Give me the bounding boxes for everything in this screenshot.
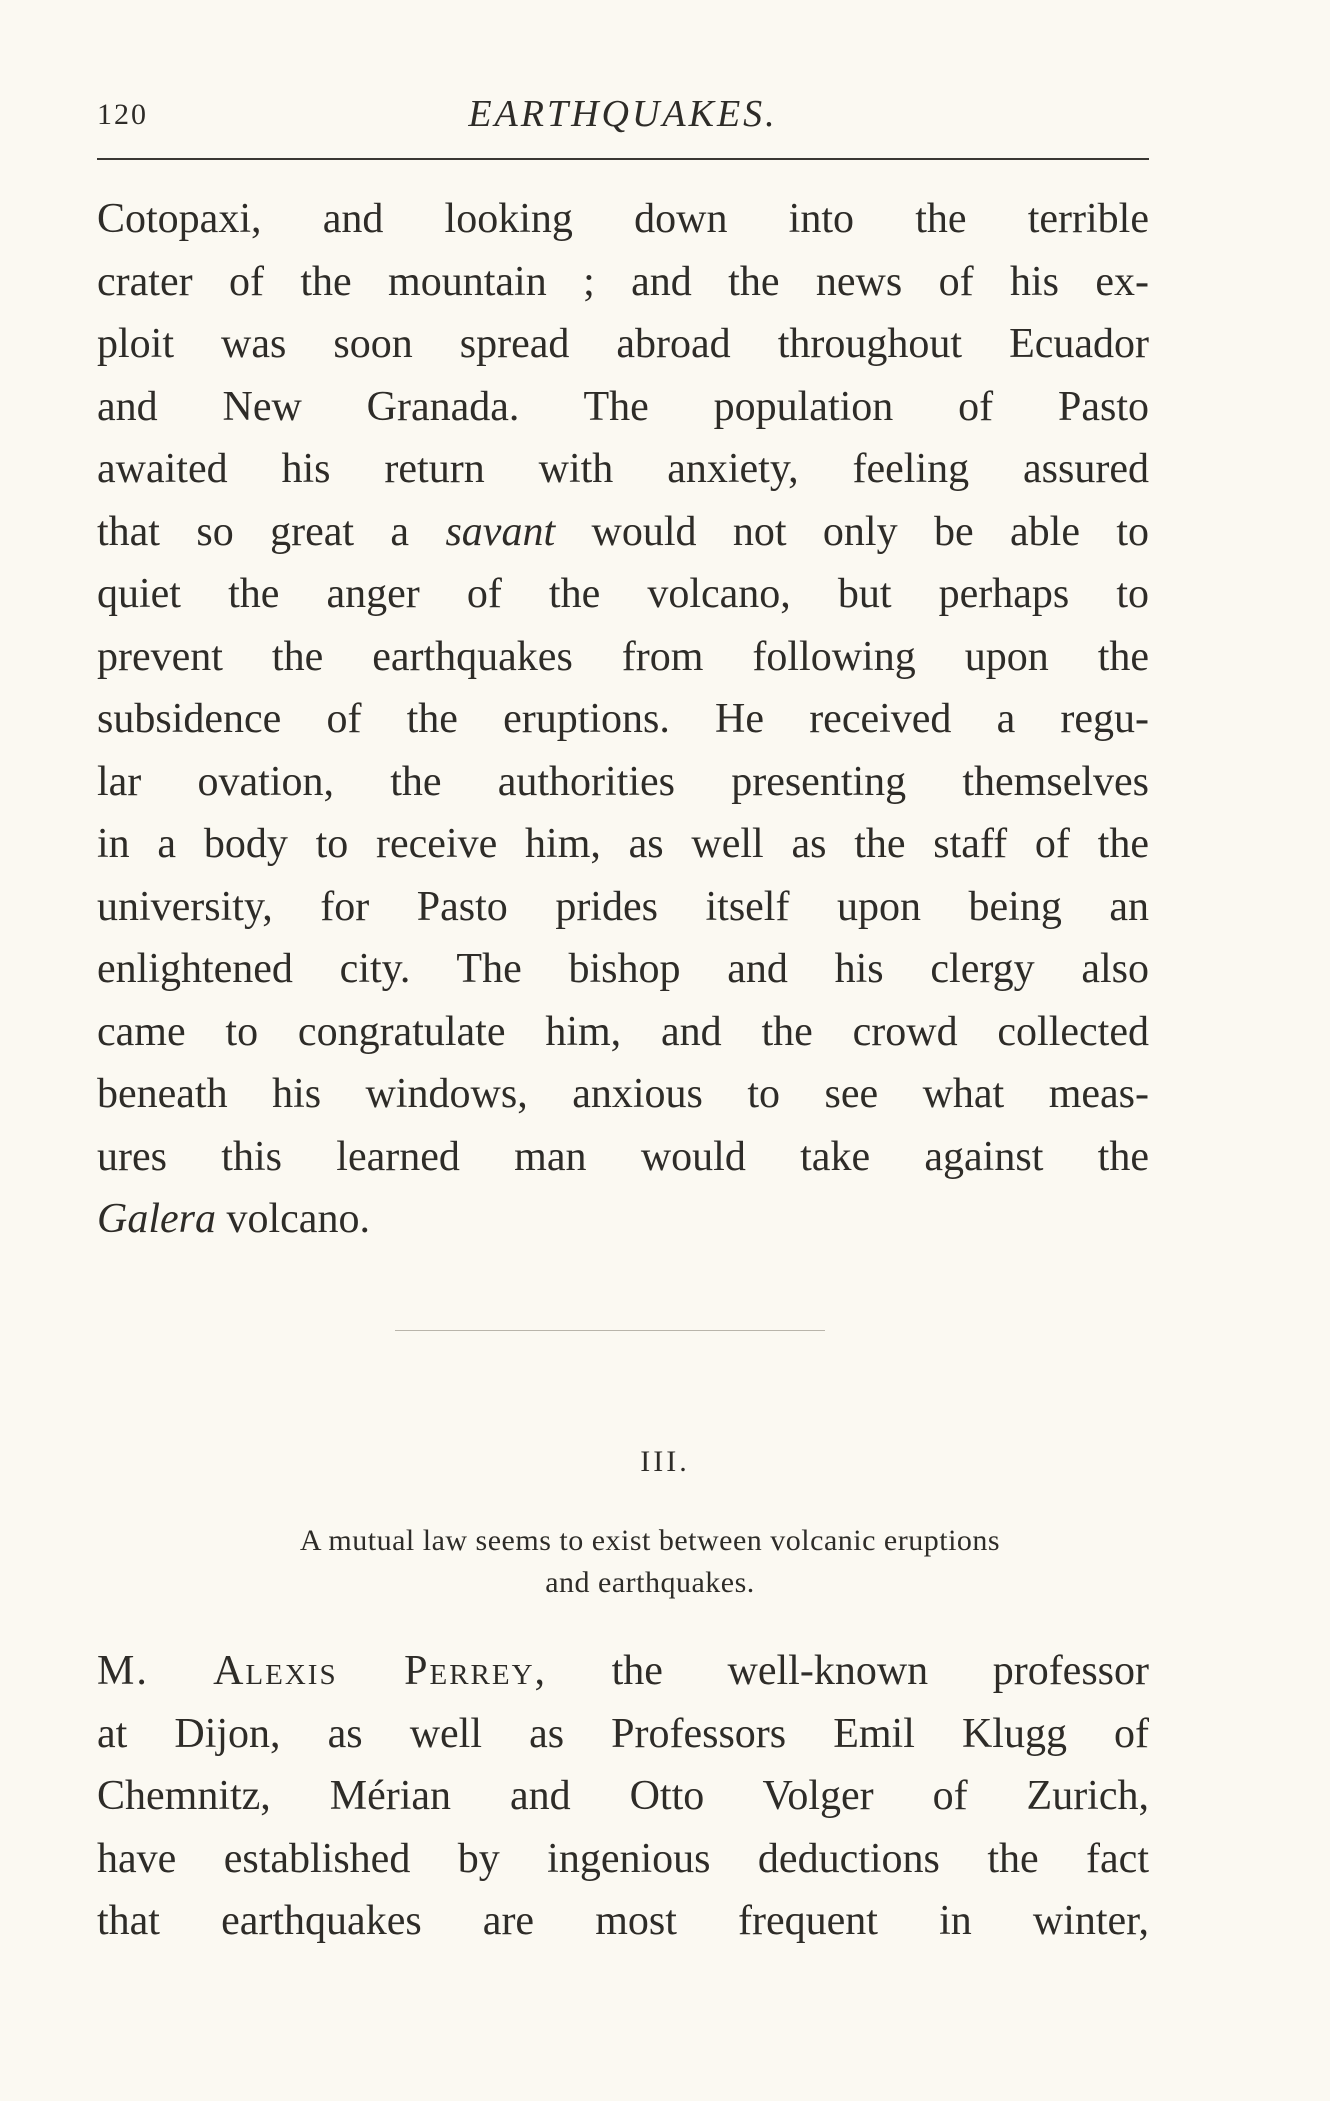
section-summary <box>150 1520 1150 1604</box>
summary-line: and earthquakes. <box>545 1566 755 1599</box>
text-fragment: the well-known professor <box>611 1648 1150 1694</box>
text-line: lar ovation, the authorities presenting themselves <box>97 758 1149 805</box>
text-fragment: would not only be able to <box>591 508 1150 555</box>
text-line: that earthquakes are most frequent in winter, <box>97 1898 1149 1944</box>
text-line: beneath his windows, anxious to see what meas- <box>97 1071 1149 1117</box>
text-line: came to congratulate him, and the crowd collected <box>97 1008 1149 1055</box>
author-name: M. Alexis Perrey, <box>97 1648 548 1694</box>
text-line: Cotopaxi, and looking down into the terrible <box>97 196 1149 242</box>
summary-line: A mutual law seems to exist between volcanic eruptions <box>299 1524 1001 1557</box>
text-line: prevent the earthquakes from following upon the <box>97 633 1149 680</box>
running-title: EARTHQUAKES. <box>468 93 778 135</box>
text-line: have established by ingenious deductions the fact <box>97 1835 1149 1882</box>
italic-term: Galera <box>97 1196 216 1242</box>
text-line <box>97 501 1149 564</box>
text-line: ures this learned man would take against the <box>97 1133 1149 1180</box>
paragraph-continuation <box>97 188 1149 1251</box>
text-line: university, for Pasto prides itself upon being an <box>97 883 1149 930</box>
text-fragment: volcano. <box>226 1196 370 1242</box>
text-line: quiet the anger of the volcano, but perhaps to <box>97 571 1149 617</box>
text-line <box>97 1640 1149 1703</box>
text-line: Chemnitz, Mérian and Otto Volger of Zurich, <box>97 1773 1149 1819</box>
text-line: awaited his return with anxiety, feeling assured <box>97 446 1149 492</box>
text-line <box>97 1188 1149 1251</box>
text-line: ploit was soon spread abroad throughout Ecuador <box>97 321 1149 367</box>
italic-term: savant <box>445 508 556 555</box>
running-head <box>97 92 1149 140</box>
page-number: 120 <box>97 98 148 131</box>
text-line: and New Granada. The population of Pasto <box>97 383 1149 430</box>
text-line: enlightened city. The bishop and his clergy also <box>97 946 1149 992</box>
section-divider <box>395 1330 825 1331</box>
text-line: subsidence of the eruptions. He received a regu- <box>97 696 1149 742</box>
text-fragment: that so great a <box>97 508 410 555</box>
text-line: at Dijon, as well as Professors Emil Klugg of <box>97 1710 1149 1757</box>
text-line: in a body to receive him, as well as the staff of the <box>97 821 1149 867</box>
header-rule <box>97 158 1149 160</box>
section-number: III. <box>640 1445 690 1478</box>
text-line: crater of the mountain ; and the news of his ex- <box>97 258 1149 305</box>
section-paragraph <box>97 1640 1149 1953</box>
